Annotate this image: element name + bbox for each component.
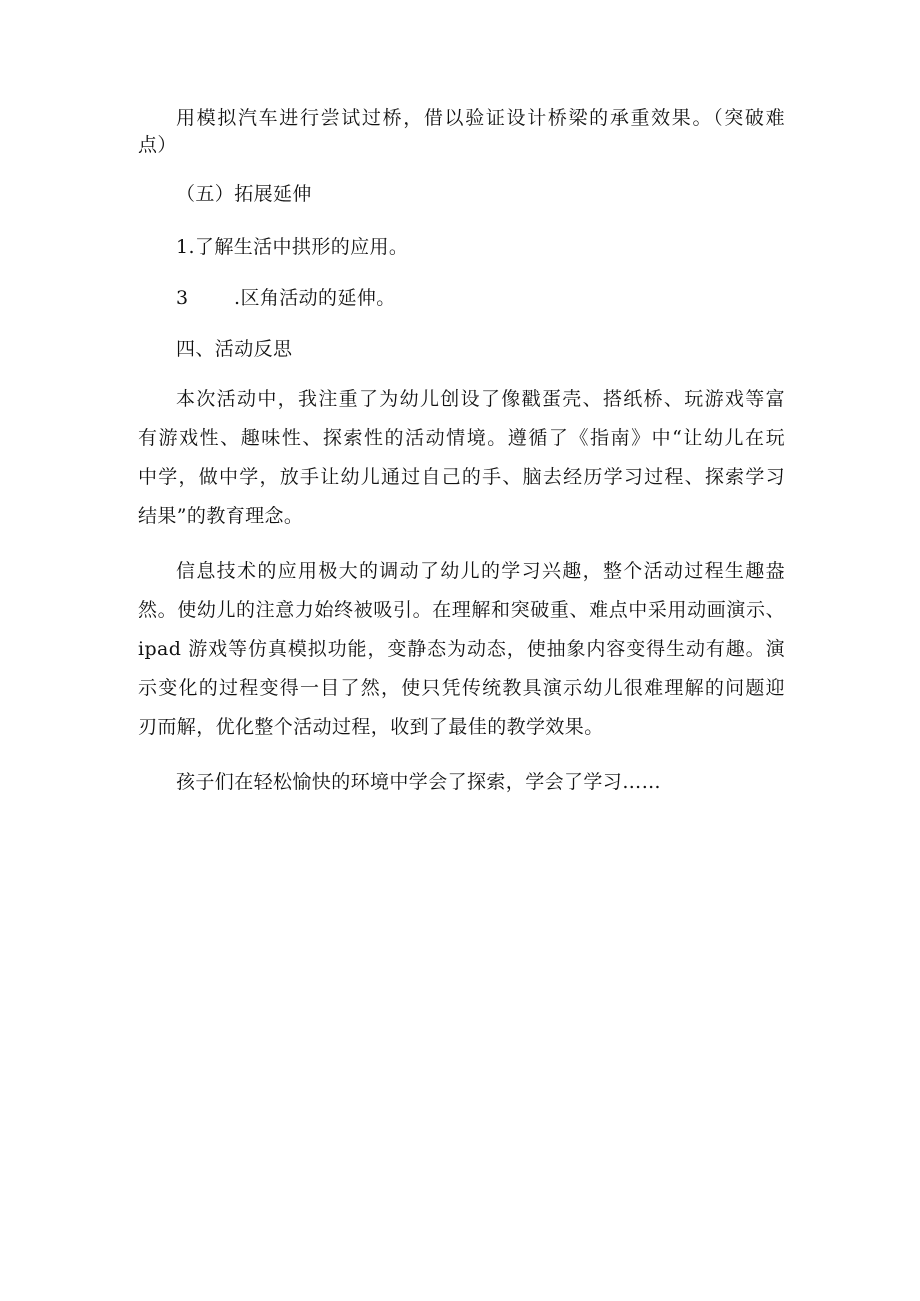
paragraph-line: 有游戏性、趣味性、探索性的活动情境。遵循了《指南》中“让幼儿在玩 [138,427,785,449]
paragraph-line: 点） [138,134,177,156]
list-item-text: .区角活动的延伸。 [234,287,396,309]
paragraph-line: ipad 游戏等仿真模拟功能，变静态为动态，使抽象内容变得生动有趣。演 [138,638,785,660]
paragraph-conclusion: 孩子们在轻松愉快的环境中学会了探索，学会了学习…… [176,771,662,793]
section-heading-reflection: 四、活动反思 [176,338,293,360]
paragraph-line: 然。使幼儿的注意力始终被吸引。在理解和突破重、难点中采用动画演示、 [138,599,785,621]
paragraph-line: 信息技术的应用极大的调动了幼儿的学习兴趣，整个活动过程生趣盎 [176,560,785,582]
section-heading-extension: （五）拓展延伸 [176,183,312,205]
paragraph-bridge-test [138,98,785,165]
paragraph-line: 用模拟汽车进行尝试过桥，借以验证设计桥梁的承重效果。（突破难 [176,107,785,129]
paragraph-activity-summary [138,379,785,536]
paragraph-info-tech [138,551,785,747]
list-item-3 [138,278,785,318]
document-body [138,98,785,802]
paragraph-line: 中学，做中学，放手让幼儿通过自己的手、脑去经历学习过程、探索学习 [138,466,785,488]
paragraph-line: 结果”的教育理念。 [138,505,304,527]
paragraph-line: 示变化的过程变得一目了然，使只凭传统教具演示幼儿很难理解的问题迎 [138,677,785,699]
paragraph-line: 刃而解，优化整个活动过程，收到了最佳的教学效果。 [138,716,604,738]
paragraph-line: 本次活动中，我注重了为幼儿创设了像戳蛋壳、搭纸桥、玩游戏等富 [176,388,785,410]
list-item-number: 3 [176,287,189,309]
list-item-1: 1.了解生活中拱形的应用。 [176,236,409,258]
